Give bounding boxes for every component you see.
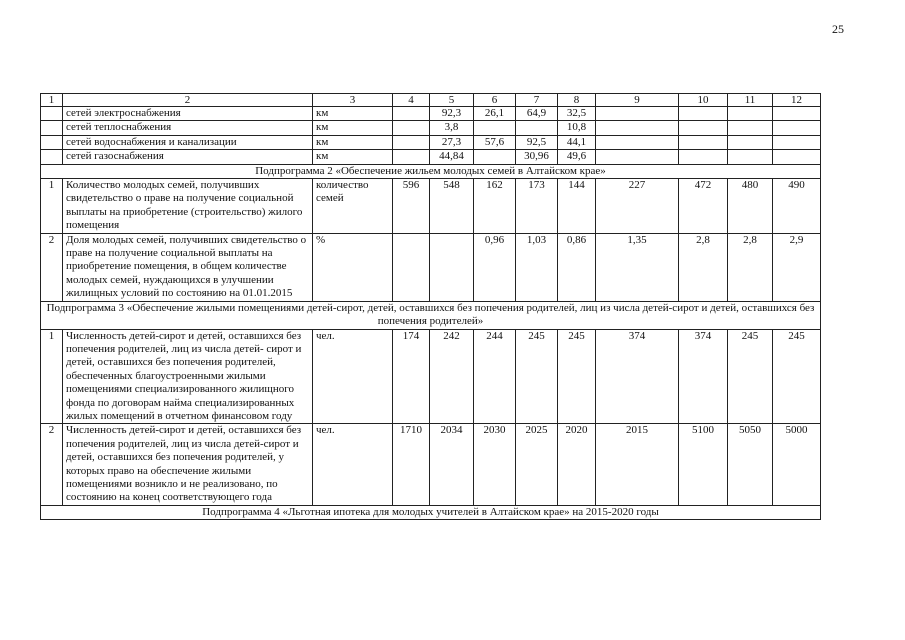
value-cell	[393, 233, 430, 301]
value-cell	[728, 121, 773, 135]
value-cell: 245	[728, 329, 773, 424]
value-cell: 374	[596, 329, 679, 424]
table-body	[41, 94, 821, 520]
value-cell	[516, 121, 558, 135]
value-cell: 2025	[516, 424, 558, 505]
value-cell: 0,86	[558, 233, 596, 301]
value-cell	[773, 135, 821, 149]
subprogram-title: Подпрограмма 4 «Льготная ипотека для молодых учителей в Алтайском крае» на 2015-2020 годы	[41, 505, 821, 519]
unit-cell: количество семей	[313, 179, 393, 234]
value-cell: 10,8	[558, 121, 596, 135]
subprogram-title: Подпрограмма 2 «Обеспечение жильем молодых семей в Алтайском крае»	[41, 164, 821, 178]
value-cell: 2034	[430, 424, 474, 505]
value-cell	[728, 135, 773, 149]
table-row	[41, 121, 821, 135]
value-cell	[728, 107, 773, 121]
value-cell	[596, 107, 679, 121]
value-cell: 5100	[679, 424, 728, 505]
value-cell	[596, 135, 679, 149]
value-cell: 27,3	[430, 135, 474, 149]
indicator-name: сетей газоснабжения	[63, 150, 313, 164]
row-number	[41, 107, 63, 121]
value-cell: 92,5	[516, 135, 558, 149]
value-cell: 245	[516, 329, 558, 424]
value-cell: 3,8	[430, 121, 474, 135]
column-header: 2	[63, 94, 313, 107]
value-cell: 64,9	[516, 107, 558, 121]
indicator-name: сетей теплоснабжения	[63, 121, 313, 135]
table-row	[41, 135, 821, 149]
value-cell	[773, 107, 821, 121]
row-number: 2	[41, 233, 63, 301]
column-header: 3	[313, 94, 393, 107]
value-cell: 472	[679, 179, 728, 234]
value-cell: 44,1	[558, 135, 596, 149]
value-cell: 162	[474, 179, 516, 234]
row-number	[41, 150, 63, 164]
value-cell: 245	[558, 329, 596, 424]
unit-cell: км	[313, 121, 393, 135]
table-row	[41, 233, 821, 301]
value-cell: 244	[474, 329, 516, 424]
value-cell: 26,1	[474, 107, 516, 121]
value-cell	[474, 121, 516, 135]
value-cell: 44,84	[430, 150, 474, 164]
indicator-name: Численность детей-сирот и детей, оставшихся без попечения родителей, лиц из числа детей- сирот и детей, оставшихся без попечения родителей, обеспеченных благоустроенными жилыми помещениями специализированного жилищного фонда по договорам найма специализированных жилых помещений в отчетном финансовом году	[63, 329, 313, 424]
table-row	[41, 107, 821, 121]
row-number	[41, 121, 63, 135]
subprogram-row	[41, 505, 821, 519]
column-header: 6	[474, 94, 516, 107]
value-cell	[728, 150, 773, 164]
value-cell: 173	[516, 179, 558, 234]
table-row	[41, 150, 821, 164]
indicator-name: сетей электроснабжения	[63, 107, 313, 121]
value-cell: 490	[773, 179, 821, 234]
value-cell	[679, 150, 728, 164]
value-cell	[679, 121, 728, 135]
value-cell: 92,3	[430, 107, 474, 121]
value-cell	[393, 107, 430, 121]
value-cell: 374	[679, 329, 728, 424]
subprogram-row	[41, 301, 821, 329]
unit-cell: км	[313, 150, 393, 164]
unit-cell: %	[313, 233, 393, 301]
value-cell: 2030	[474, 424, 516, 505]
value-cell	[393, 121, 430, 135]
value-cell: 5000	[773, 424, 821, 505]
column-header: 12	[773, 94, 821, 107]
value-cell: 548	[430, 179, 474, 234]
row-number: 1	[41, 329, 63, 424]
value-cell	[679, 107, 728, 121]
value-cell: 5050	[728, 424, 773, 505]
unit-cell: чел.	[313, 329, 393, 424]
subprogram-title: Подпрограмма 3 «Обеспечение жилыми помещениями детей-сирот, детей, оставшихся без попечения родителей, лиц из числа детей-сирот и детей, оставшихся без попечения родителей»	[41, 301, 821, 329]
value-cell	[679, 135, 728, 149]
value-cell: 242	[430, 329, 474, 424]
subprogram-row	[41, 164, 821, 178]
value-cell: 32,5	[558, 107, 596, 121]
indicators-table	[40, 93, 821, 520]
value-cell: 2,8	[679, 233, 728, 301]
value-cell: 57,6	[474, 135, 516, 149]
column-header: 11	[728, 94, 773, 107]
indicator-name: Численность детей-сирот и детей, оставшихся без попечения родителей, лиц из числа детей-сирот и детей, оставшихся без попечения родителей, у которых право на обеспечение жилыми помещениями возникло и не реализовано, по состоянию на конец соответствующего года	[63, 424, 313, 505]
value-cell: 0,96	[474, 233, 516, 301]
value-cell: 1,03	[516, 233, 558, 301]
value-cell	[430, 233, 474, 301]
value-cell: 245	[773, 329, 821, 424]
column-header: 4	[393, 94, 430, 107]
column-header: 9	[596, 94, 679, 107]
row-number: 1	[41, 179, 63, 234]
column-header: 8	[558, 94, 596, 107]
value-cell: 2015	[596, 424, 679, 505]
value-cell: 1710	[393, 424, 430, 505]
unit-cell: чел.	[313, 424, 393, 505]
value-cell	[773, 121, 821, 135]
value-cell	[393, 135, 430, 149]
value-cell: 2020	[558, 424, 596, 505]
value-cell: 2,8	[728, 233, 773, 301]
unit-cell: км	[313, 135, 393, 149]
value-cell	[393, 150, 430, 164]
value-cell: 49,6	[558, 150, 596, 164]
indicator-name: Доля молодых семей, получивших свидетельство о праве на получение социальной выплаты на приобретение помещения, в общем количестве молодых семей, нуждающихся в улучшении жилищных условий по состоянию на 01.01.2015	[63, 233, 313, 301]
page-number: 25	[832, 22, 844, 36]
value-cell: 30,96	[516, 150, 558, 164]
value-cell: 174	[393, 329, 430, 424]
column-header: 5	[430, 94, 474, 107]
table-row	[41, 329, 821, 424]
value-cell: 2,9	[773, 233, 821, 301]
row-number	[41, 135, 63, 149]
indicator-name: Количество молодых семей, получивших свидетельство о праве на получение социальной выплаты на приобретение (строительство) жилого помещения	[63, 179, 313, 234]
table-row	[41, 424, 821, 505]
value-cell: 596	[393, 179, 430, 234]
indicator-name: сетей водоснабжения и канализации	[63, 135, 313, 149]
table-header-row	[41, 94, 821, 107]
row-number: 2	[41, 424, 63, 505]
column-header: 10	[679, 94, 728, 107]
value-cell: 144	[558, 179, 596, 234]
column-header: 7	[516, 94, 558, 107]
unit-cell: км	[313, 107, 393, 121]
column-header: 1	[41, 94, 63, 107]
value-cell	[596, 150, 679, 164]
value-cell: 227	[596, 179, 679, 234]
table-row	[41, 179, 821, 234]
value-cell	[596, 121, 679, 135]
value-cell	[773, 150, 821, 164]
value-cell	[474, 150, 516, 164]
value-cell: 1,35	[596, 233, 679, 301]
value-cell: 480	[728, 179, 773, 234]
